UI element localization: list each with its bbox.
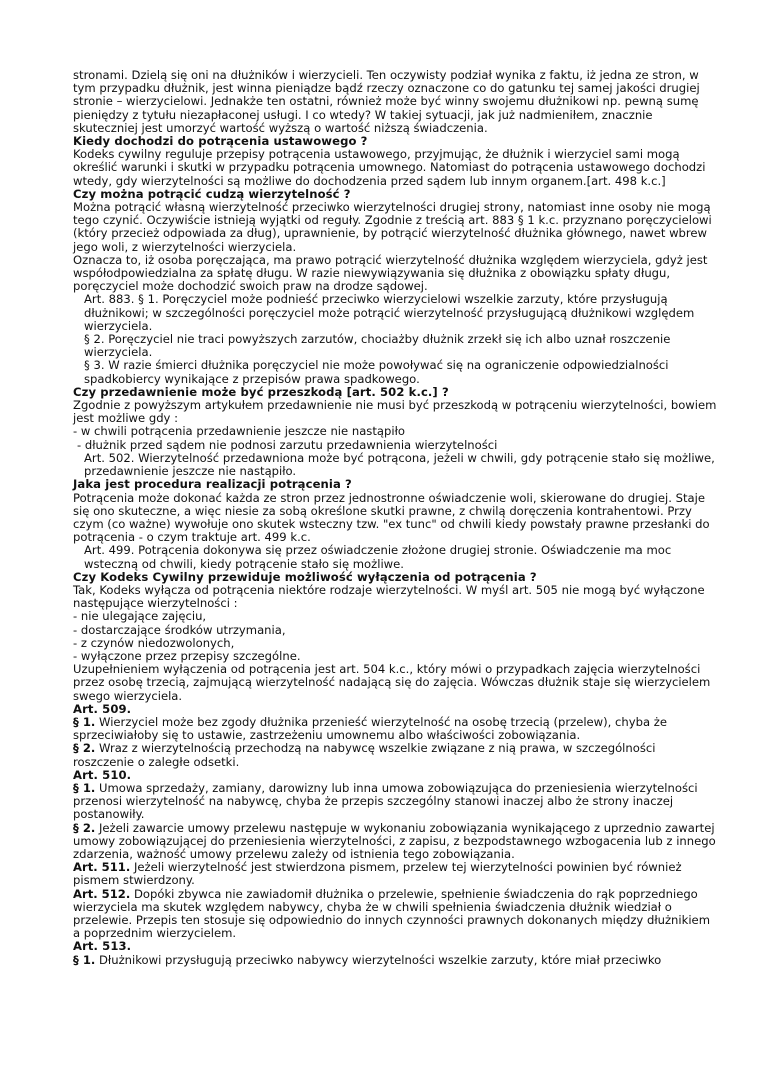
quoted-article: Art. 502. Wierzytelność przedawniona może być potrącona, jeżeli w chwili, gdy potrącenie stało się możliwe, przedawnienie jeszcze nie nastąpiło. [84,450,715,479]
paragraph: stronami. Dzielą się oni na dłużników i wierzycieli. Ten oczywisty podział wynika z faktu, iż jedna ze stron, w tym przypadku dłużnik, jest winna pieniądze bądź rzeczy oznaczone co do gatunku tej samej jakości drugiej stronie – wierzycielowi. Jednakże ten ostatni, również może być winny swojemu dłużnikowi np. pewną sumę pieniędzy z tytułu niezapłaconej usługi. I co wtedy? W takiej sytuacji, jak już nadmieniłem, znacznie skuteczniej jest umorzyć wartość wyższą o wartość niższą świadczenia. [73,68,700,135]
article-section [73,782,720,822]
article-heading: Art. 513. [73,939,132,954]
article-section [73,716,720,742]
article-section [73,861,720,887]
section-text: Dłużnikowi przysługują przeciwko nabywcy wierzytelności wszelkie zarzuty, które miał przeciwko [95,952,662,967]
quoted-article: § 3. W razie śmierci dłużnika poręczyciel nie może powoływać się na ograniczenie odpowiedzialności spadkobiercy wynikające z przepisów prawa spadkowego. [84,358,669,386]
section-number: § 2. [73,741,96,756]
article-heading: Art. 509. [73,701,132,716]
list-item: - dostarczające środków utrzymania, [73,622,286,637]
article-section [73,742,720,768]
quoted-article: Art. 499. Potrącenia dokonywa się przez oświadczenie złożone drugiej stronie. Oświadczenie ma moc wsteczną od chwili, kiedy potrącenie stało się możliwe. [84,543,672,571]
article-section [73,822,720,862]
list-item: - wyłączone przez przepisy szczególne. [73,648,301,663]
list-item: - dłużnik przed sądem nie podnosi zarzutu przedawnienia wierzytelności [77,437,498,452]
article-section [73,954,720,967]
section-number: § 1. [73,780,96,795]
article-section [73,888,720,941]
article-number: Art. 512. [73,886,131,901]
section-number: § 2. [73,820,96,835]
section-text: Dopóki zbywca nie zawiadomił dłużnika o przelewie, spełnienie świadczenia do rąk poprzedniego wierzyciela ma skutek względem nabywcy, chyba że w chwili spełnienia świadczenia dłużnik wiedział o przelewie. Przepis ten stosuje się odpowiednio do innych czynności prawnych dokonanych między dłużnikiem a poprzednim wierzycielem. [73,886,710,941]
section-text: Umowa sprzedaży, zamiany, darowizny lub inna umowa zobowiązująca do przeniesienia wierzytelności przenosi wierzytelność na nabywcę, chyba że przepis szczególny stanowi inaczej albo że strony inaczej postanowiły. [73,780,698,822]
section-number: § 1. [73,714,96,729]
paragraph: Kodeks cywilny reguluje przepisy potrącenia ustawowego, przyjmując, że dłużnik i wierzyciel sami mogą określić warunki i skutki w przypadku potrącenia umownego. Natomiast do potrącenia ustawowego dochodzi wtedy, gdy wierzytelności są możliwe do dochodzenia przed sądem lub innym organem.[art. 498 k.c.] [73,147,706,188]
quoted-article: Art. 883. § 1. Poręczyciel może podnieść przeciwko wierzycielowi wszelkie zarzuty, które przysługują dłużnikowi; w szczególności poręczyciel może potrącić wierzytelność przysługującą dłużnikowi względem wierzyciela. [84,292,695,333]
section-text: Wierzyciel może bez zgody dłużnika przenieść wierzytelność na osobę trzecią (przelew), chyba że sprzeciwiałoby się to ustawie, zastrzeżeniu umownemu albo właściwości zobowiązania. [73,714,668,743]
section-heading: Czy Kodeks Cywilny przewiduje możliwość wyłączenia od potrącenia ? [73,569,537,584]
section-heading: Kiedy dochodzi do potrącenia ustawowego ? [73,134,368,149]
paragraph: Można potrącić własną wierzytelność przeciwko wierzytelności drugiej strony, natomiast inne osoby nie mogą tego czynić. Oczywiście istnieją wyjątki od reguły. Zgodnie z treścią art. 883 § 1 k.c. przyznano poręczycielowi (który przecież odpowiada za dług), uprawnienie, by potrącić wierzytelność dłużnika głównego, nawet wbrew jego woli, z wierzytelności wierzyciela. [73,200,712,254]
section-heading: Czy można potrącić cudzą wierzytelność ? [73,186,351,201]
paragraph: Tak, Kodeks wyłącza od potrącenia niektóre rodzaje wierzytelności. W myśl art. 505 nie mogą być wyłączone następujące wierzytelności : [73,582,705,611]
section-text: Jeżeli wierzytelność jest stwierdzona pismem, przelew tej wierzytelności powinien być również pismem stwierdzony. [73,860,682,888]
list-item: - z czynów niedozwolonych, [73,635,235,650]
paragraph: Uzupełnieniem wyłączenia od potrącenia jest art. 504 k.c., który mówi o przypadkach zajęcia wierzytelności przez osobę trzecią, zajmującą wierzytelność nadającą się do zajęcia. Wówczas dłużnik staje się wierzycielem swego wierzyciela. [73,662,711,703]
article-heading: Art. 510. [73,767,132,782]
section-text: Jeżeli zawarcie umowy przelewu następuje w wykonaniu zobowiązania wynikającego z uprzednio zawartej umowy zobowiązującej do przeniesienia wierzytelności, z zapisu, z bezpodstawnego wzbogacenia lub z innego zdarzenia, ważność umowy przelewu zależy od istnienia tego zobowiązania. [73,820,716,861]
paragraph: Oznacza to, iż osoba poręczająca, ma prawo potrącić wierzytelność dłużnika względem wierzyciela, gdyż jest współodpowiedzialna za spłatę długu. W razie niewywiązywania się dłużnika z obowiązku spłaty długu, poręczyciel może dochodzić swoich praw na drodze sądowej. [73,252,708,294]
section-heading: Czy przedawnienie może być przeszkodą [art. 502 k.c.] ? [73,384,449,399]
list-item: - nie ulegające zajęciu, [73,609,207,624]
paragraph: Potrącenia może dokonać każda ze stron przez jednostronne oświadczenie woli, skierowane do drugiej. Staje się ono skuteczne, a więc niesie za sobą określone skutki prawne, z chwilą doręczenia kontrahentowi. Przy czym (co ważne) wywołuje ono skutek wsteczny tzw. "ex tunc" od chwili kiedy powstały prawne przesłanki do potrącenia - o czym traktuje art. 499 k.c. [73,490,710,545]
list-item: - w chwili potrącenia przedawnienie jeszcze nie nastąpiło [73,424,405,439]
section-heading: Jaka jest procedura realizacji potrącenia ? [73,477,352,492]
paragraph: Zgodnie z powyższym artykułem przedawnienie nie musi być przeszkodą w potrąceniu wierzytelności, bowiem jest możliwe gdy : [73,398,717,426]
quoted-article: § 2. Poręczyciel nie traci powyższych zarzutów, chociażby dłużnik zrzekł się ich albo uznał roszczenie wierzyciela. [84,332,671,360]
article-number: Art. 511. [73,860,131,875]
section-number: § 1. [73,952,96,967]
section-text: Wraz z wierzytelnością przechodzą na nabywcę wszelkie związane z nią prawa, w szczególności roszczenie o zaległe odsetki. [73,741,656,769]
